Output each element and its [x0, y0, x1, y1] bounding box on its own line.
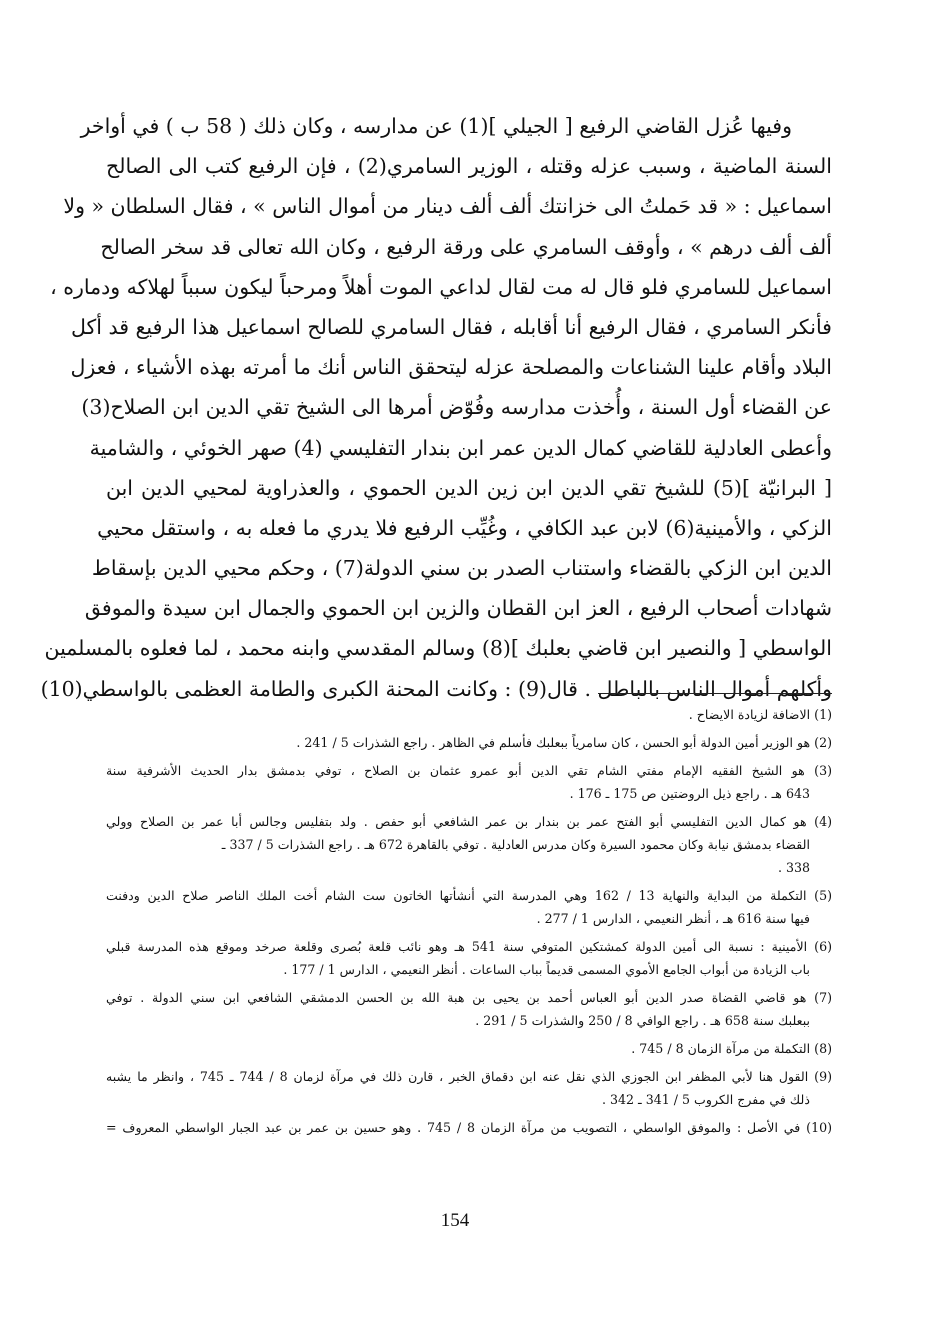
- body-text-line: البلاد وأقام علينا الشناعات والمصلحة عزله ليتحقق الناس أنك ما أمرته بهذه الأشياء ، فعزل: [70, 355, 832, 380]
- body-text-line: عن القضاء أول السنة ، وأُخذت مدارسه وفُوّض أمرها الى الشيخ تقي الدين ابن الصلاح(3): [81, 395, 832, 420]
- footnote: [106, 810, 832, 879]
- footnote: [106, 986, 832, 1032]
- footnote-line: (6) الأمينية : نسبة الى أمين الدولة كمشتكين المتوفي سنة 541 هـ وهو نائب قلعة بُصرى وقلعة صرخد وموقع هذه المدرسة قبلي: [106, 939, 832, 954]
- footnote-line: (2) هو الوزير أمين الدولة أبو الحسن ، كان سامرياً ببعلبك فأسلم في الظاهر . راجع الشذرات 5 / 241 .: [296, 735, 832, 750]
- footnote: [106, 759, 832, 805]
- body-text-line: السنة الماضية ، وسبب عزله وقتله ، الوزير السامري(2) ، فإن الرفيع كتب الى الصالح: [106, 154, 832, 179]
- footnote-line: القضاء بدمشق نيابة وكان محمود السيرة وكان مدرس العادلية . توفي بالقاهرة 672 هـ . راجع الشذرات 5 / 337 ـ: [221, 837, 810, 852]
- footnote-line: (4) هو كمال الدين التفليسي أبو الفتح عمر بن بندار بن عمر الشافعي أبو حفص . ولد بتفليس وجالس أبا عمر بن الصلاح وولي: [106, 814, 832, 829]
- footnote-line: (3) هو الشيخ الفقيه الإمام مفتي الشام تقي الدين أبو عمرو عثمان بن الصلاح ، توفي بدمشق بدار الحديث الأشرفية سنة: [106, 763, 832, 778]
- footnote-line: (8) التكملة من مرآة الزمان 8 / 745 .: [631, 1041, 832, 1056]
- body-text-line: وأعطى العادلية للقاضي كمال الدين عمر ابن بندار التفليسي (4) صهر الخوئي ، والشامية: [89, 435, 832, 460]
- footnote-line: فيها سنة 616 هـ ، أنظر النعيمي ، الدارس 1 / 277 .: [536, 911, 810, 926]
- footnotes: [106, 703, 832, 1144]
- footnote: [106, 1116, 832, 1139]
- footnote: [106, 935, 832, 981]
- footnote: [106, 884, 832, 930]
- body-text-line: وفيها عُزل القاضي الرفيع [ الجيلي ](1) عن مدارسه ، وكان ذلك ( 58 ب ) في أواخر: [80, 114, 792, 138]
- footnote-line: 643 هـ . راجع ذيل الروضتين ص 175 ـ 176 .: [569, 786, 810, 801]
- body-text-line: [ البرانيّة ](5) للشيخ تقي الدين ابن زين الدين الحموي ، والعذراوية لمحيي الدين ابن: [106, 475, 832, 500]
- footnote-line: ببعلبك سنة 658 هـ . راجع الوافي 8 / 250 والشذرات 5 / 291 .: [475, 1013, 810, 1028]
- footnote-line: باب الزيادة من أبواب الجامع الأموي المسمى قديماً بباب الساعات . أنظر النعيمي ، الدارس 1 / 177 .: [283, 962, 810, 977]
- body-text-line: اسماعيل : « قد حَملتُ الى خزانتك ألف ألف دينار من أموال الناس » ، فقال السلطان « ولا: [63, 194, 832, 219]
- footnote: [106, 703, 832, 726]
- body-text-line: الدين ابن الزكي بالقضاء واستناب الصدر بن سني الدولة(7) ، وحكم محيي الدين بإسقاط: [91, 556, 832, 581]
- footnote-line: (1) الاضافة لزيادة الايضاح .: [688, 707, 832, 722]
- footnote: [106, 1065, 832, 1111]
- footnote: [106, 1037, 832, 1060]
- footnote-line: ذلك في مفرج الكروب 5 / 341 ـ 342 .: [601, 1092, 810, 1107]
- footnote-line: (7) هو قاضي القضاة صدر الدين أبو العباس أحمد بن يحيى بن هبة الله بن الحسن الدمشقي الشافعي ابن سني الدولة . توفي: [106, 990, 832, 1005]
- footnote-line: (5) التكملة من البداية والنهاية 13 / 162 وهي المدرسة التي أنشأتها الخاتون ست الشام أخت الملك الناصر صلاح الدين ودفنت: [106, 888, 832, 903]
- footnote: [106, 731, 832, 754]
- footnote-line: (9) القول هنا لأبي المظفر ابن الجوزي الذي نقل عنه ابن دقماق الخبر ، قارن ذلك في مرآة لزمان 8 / 744 ـ 745 ، وانظر ما يشبه: [106, 1069, 832, 1084]
- body-text-line: الواسطي [ والنصير ابن قاضي بعلبك ](8) وسالم المقدسي وابنه محمد ، لما فعلوه بالمسلمين: [44, 636, 832, 661]
- body-text-line: وأكلهم أموال الناس بالباطل . قال(9) : وكانت المحنة الكبرى والطامة العظمى بالواسطي(10): [40, 676, 832, 701]
- footnote-divider: [598, 693, 832, 694]
- body-text-line: فأنكر السامري ، فقال الرفيع أنا أقابله ، فقال السامري للصالح اسماعيل هذا الرفيع قد أكل: [70, 314, 832, 339]
- body-text-line: اسماعيل للسامري فلو قال له مت لقال لداعي الموت أهلاً ومرحباً ليكون سبباً لهلاكه ودماره ،: [50, 274, 832, 299]
- footnote-line: 338 .: [777, 860, 810, 875]
- page-number: 154: [440, 1210, 470, 1231]
- footnote-line: (10) في الأصل : والموفق الواسطي ، التصويب من مرآة الزمان 8 / 745 . وهو حسين بن عمر بن عبد الجبار الواسطي المعروف =: [106, 1120, 833, 1135]
- main-text: [40, 106, 832, 709]
- body-text-line: ألف ألف درهم » ، وأوقف السامري على ورقة الرفيع ، وكان الله تعالى قد سخر الصالح: [100, 234, 832, 259]
- body-text-line: شهادات أصحاب الرفيع ، العز ابن القطان والزين ابن الحموي والجمال ابن سيدة والموفق: [84, 596, 832, 621]
- body-text-line: الزكي ، والأمينية(6) لابن عبد الكافي ، وغُيِّب الرفيع فلا يدري ما فعله به ، واستقل محيي: [97, 515, 832, 540]
